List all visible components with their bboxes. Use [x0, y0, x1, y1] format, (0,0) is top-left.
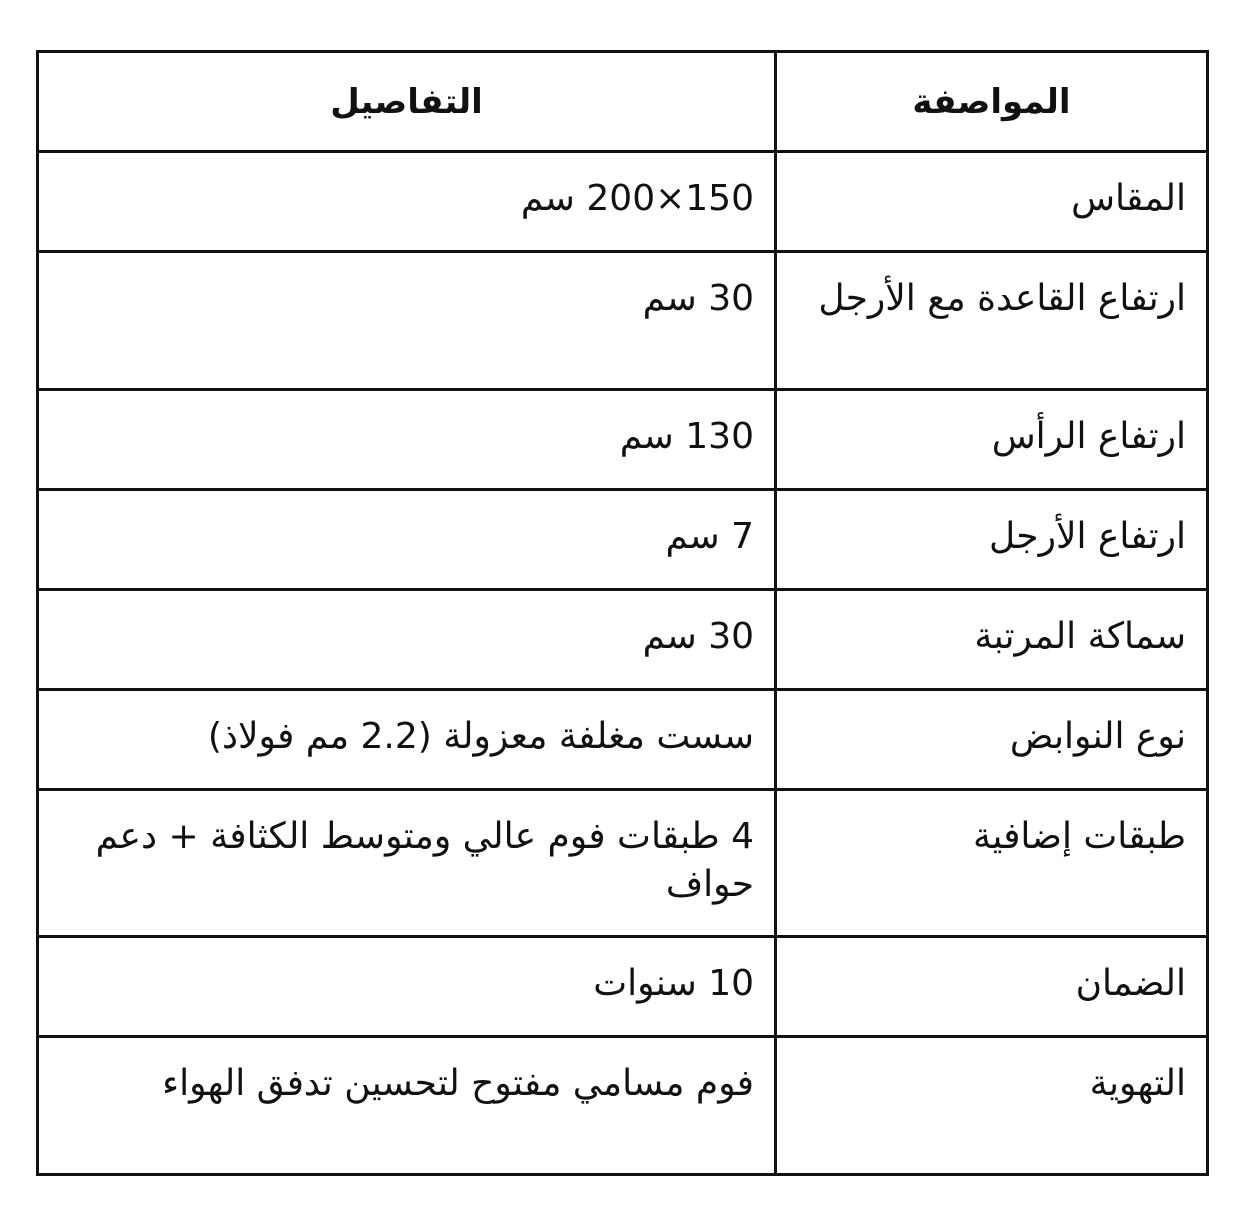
- table-header-row: [38, 52, 1208, 152]
- details-cell: 4 طبقات فوم عالي ومتوسط الكثافة + دعم حواف: [38, 790, 776, 937]
- spec-cell: التهوية: [776, 1037, 1208, 1175]
- spec-cell: نوع النوابض: [776, 690, 1208, 790]
- table-row: [38, 252, 1208, 390]
- details-cell: 7 سم: [38, 490, 776, 590]
- spec-cell: طبقات إضافية: [776, 790, 1208, 937]
- spec-cell: ارتفاع الرأس: [776, 390, 1208, 490]
- table-row: [38, 1037, 1208, 1175]
- spec-cell: ارتفاع القاعدة مع الأرجل: [776, 252, 1208, 390]
- table-row: [38, 490, 1208, 590]
- details-cell: 30 سم: [38, 252, 776, 390]
- details-cell: فوم مسامي مفتوح لتحسين تدفق الهواء: [38, 1037, 776, 1175]
- spec-cell: الضمان: [776, 937, 1208, 1037]
- table-row: [38, 152, 1208, 252]
- header-details: التفاصيل: [38, 52, 776, 152]
- spec-cell: سماكة المرتبة: [776, 590, 1208, 690]
- details-cell: سست مغلفة معزولة (2.2 مم فولاذ): [38, 690, 776, 790]
- table-row: [38, 690, 1208, 790]
- table-row: [38, 590, 1208, 690]
- header-spec: المواصفة: [776, 52, 1208, 152]
- spec-cell: المقاس: [776, 152, 1208, 252]
- details-cell: 150×200 سم: [38, 152, 776, 252]
- table-row: [38, 790, 1208, 937]
- spec-cell: ارتفاع الأرجل: [776, 490, 1208, 590]
- table-row: [38, 937, 1208, 1037]
- details-cell: 130 سم: [38, 390, 776, 490]
- details-cell: 30 سم: [38, 590, 776, 690]
- table-row: [38, 390, 1208, 490]
- details-cell: 10 سنوات: [38, 937, 776, 1037]
- specifications-table: [36, 50, 1209, 1176]
